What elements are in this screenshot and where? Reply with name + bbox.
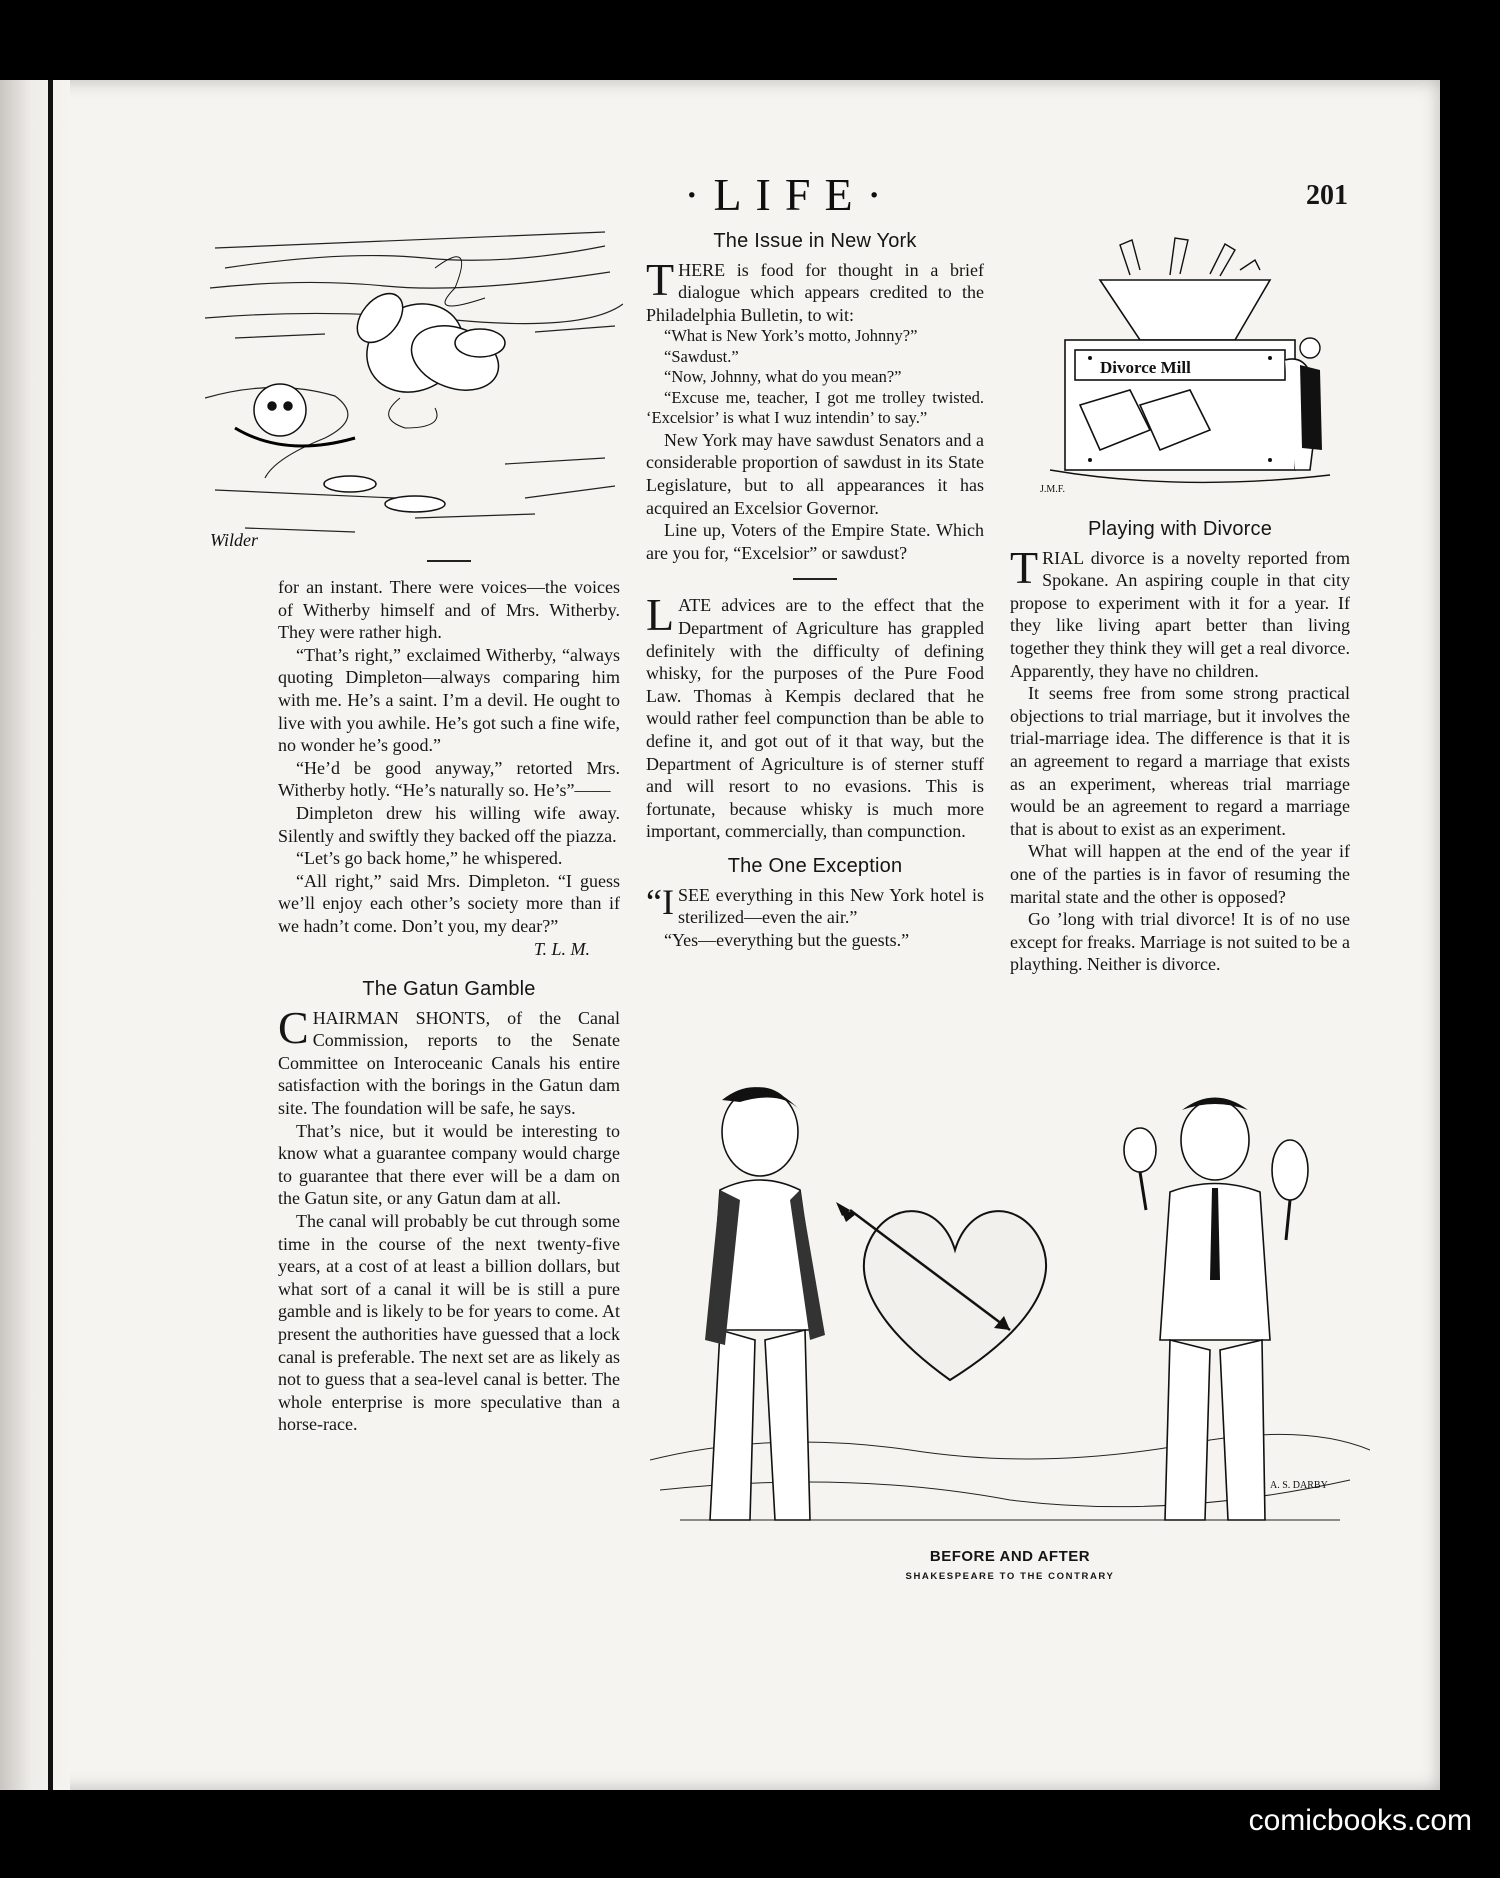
- cartoon-subtitle: SHAKESPEARE TO THE CONTRARY: [905, 1571, 1115, 1582]
- gatun-gamble-heading: The Gatun Gamble: [362, 978, 536, 1001]
- exception-paragraph: [646, 881, 984, 929]
- binding-edge: [48, 80, 53, 1790]
- story-paragraph: [278, 870, 620, 959]
- drop-cap: L: [646, 589, 675, 641]
- new-york-first-text: HERE is food for thought in a brief dialogue which appears credited to the Philadelphia Bulletin, to wit:: [646, 259, 984, 325]
- divorce-mill-signature: J.M.F.: [1040, 484, 1066, 495]
- divorce-paragraph: It seems free from some strong practical objections to trial marriage, but it involves the trial-marriage idea. The difference is that it is an agreement to regard a marriage that exists as an experiment, whereas trial marriage would be an agreement to regard a marriage that is about to exist as an experiment.: [1010, 683, 1350, 839]
- drop-cap: T: [1010, 541, 1039, 593]
- gatun-paragraph: That’s nice, but it would be interesting to know what a guarantee company would charge to guarantee that there ever will be a dam on the Gatun site, or any Gatun dam at all.: [278, 1120, 620, 1209]
- cartoon-caption: [840, 1548, 1180, 1582]
- dialogue-line: “Now, Johnny, what do you mean?”: [664, 367, 902, 387]
- column-right: [1010, 518, 1350, 976]
- gatun-first-text: HAIRMAN SHONTS, of the Canal Commission, reports to the Senate Committee on Interoceanic Canals his entire satisfaction with the borings in the Gatun dam site. The foundation will be safe, he says.: [278, 1007, 620, 1119]
- divorce-heading: Playing with Divorce: [1087, 518, 1273, 540]
- section-divider: [427, 560, 471, 562]
- divorce-mill-label: Divorce Mill: [1100, 358, 1191, 377]
- column-middle: [646, 230, 984, 951]
- dialogue-line: “Excuse me, teacher, I got me trolley twisted. ‘Excelsior’ is what I wuz intendin’ to say.”: [646, 387, 984, 428]
- dialogue-line: “Sawdust.”: [664, 346, 739, 366]
- story-paragraph: “Let’s go back home,” he whispered.: [296, 848, 563, 869]
- before-and-after-cartoon: [650, 1080, 1370, 1542]
- right-border: [1440, 0, 1500, 1878]
- site-watermark: comicbooks.com: [1248, 1804, 1472, 1837]
- divorce-first-paragraph: [1010, 541, 1350, 683]
- new-york-paragraph: Line up, Voters of the Empire State. Which are you for, “Excelsior” or sawdust?: [646, 520, 984, 563]
- divorce-paragraph: Go ’long with trial divorce! It is of no use except for freaks. Marriage is not suited to be a plaything. Neither is divorce.: [1010, 909, 1350, 975]
- column-left: [278, 560, 620, 1436]
- gatun-first-paragraph: [278, 1001, 620, 1120]
- skating-illustration: [205, 228, 623, 548]
- story-paragraph: “That’s right,” exclaimed Witherby, “always quoting Dimpleton—always comparing him with me. He’s a saint. I’m a devil. He ought to live with you awhile. He’s got such a fine wife, no wonder he’s good.”: [278, 644, 620, 756]
- top-border: [0, 0, 1500, 80]
- new-york-heading: The Issue in New York: [713, 230, 917, 252]
- story-paragraph: for an instant. There were voices—the voices of Witherby himself and of Mrs. Witherby. They were rather high.: [278, 577, 620, 643]
- drop-cap: “I: [646, 881, 674, 922]
- exception-reply: “Yes—everything but the guests.”: [664, 929, 910, 950]
- masthead-title: ·LIFE·: [684, 169, 896, 220]
- divorce-paragraph: What will happen at the end of the year if one of the parties is in favor of resuming the marital state and the other is opposed?: [1010, 841, 1350, 907]
- divorce-first-text: RIAL divorce is a novelty reported from Spokane. An aspiring couple in that city propose to experiment with it for a year. If they like living apart better than living together they think they will get a real divorce. Apparently, they have no children.: [1010, 547, 1350, 681]
- divorce-mill-illustration: [1020, 230, 1350, 500]
- binding-shadow: [0, 80, 70, 1790]
- page-number: 201: [1306, 180, 1348, 211]
- drop-cap: T: [646, 253, 675, 305]
- agriculture-text: ATE advices are to the effect that the Department of Agriculture has grappled definitely with the difficulty of defining whisky, for the purposes of the Pure Food Law. Thomas à Kempis declared that he would rather feel compunction than be able to define it, and got out of it that way, but the Department of Agriculture is of sterner stuff and will resort to no evasions. This is fortunate, because whisky is much more important, commercially, than compunction.: [646, 595, 984, 842]
- one-exception-heading: The One Exception: [727, 854, 903, 877]
- section-divider: [793, 578, 837, 580]
- drop-cap: C: [278, 1001, 309, 1053]
- exception-text: SEE everything in this New York hotel is sterilized—even the air.”: [677, 884, 984, 928]
- cartoon-signature: A. S. DARBY: [1270, 1480, 1328, 1491]
- story-signature: T. L. M.: [533, 938, 590, 959]
- new-york-paragraph: New York may have sawdust Senators and a considerable proportion of sawdust in its State Legislature, but to all appearances it has acquired an Excelsior Governor.: [646, 429, 984, 518]
- cartoon-title: BEFORE AND AFTER: [929, 1548, 1091, 1565]
- skating-illustration-signature: Wilder: [210, 530, 258, 548]
- story-paragraph: Dimpleton drew his willing wife away. Silently and swiftly they backed off the piazza.: [278, 802, 620, 846]
- new-york-first-paragraph: [646, 253, 984, 327]
- agriculture-paragraph: [646, 589, 984, 843]
- story-paragraph: “He’d be good anyway,” retorted Mrs. Witherby hotly. “He’s naturally so. He’s”——: [278, 757, 620, 801]
- gatun-paragraph: The canal will probably be cut through some time in the course of the next twenty-five years, at a cost of at least a billion dollars, but what sort of a canal it will be is still a pure gamble and is likely to be for years to come. At present the authorities have guessed that a lock canal is preferable. The next set are as likely as not to guess that a sea-level canal is better. The whole enterprise is more speculative than a horse-race.: [278, 1211, 620, 1435]
- dialogue-line: “What is New York’s motto, Johnny?”: [664, 326, 918, 346]
- story-paragraph-text: “All right,” said Mrs. Dimpleton. “I guess we’ll enjoy each other’s society more than if we hadn’t come. Don’t you, my dear?”: [278, 870, 620, 936]
